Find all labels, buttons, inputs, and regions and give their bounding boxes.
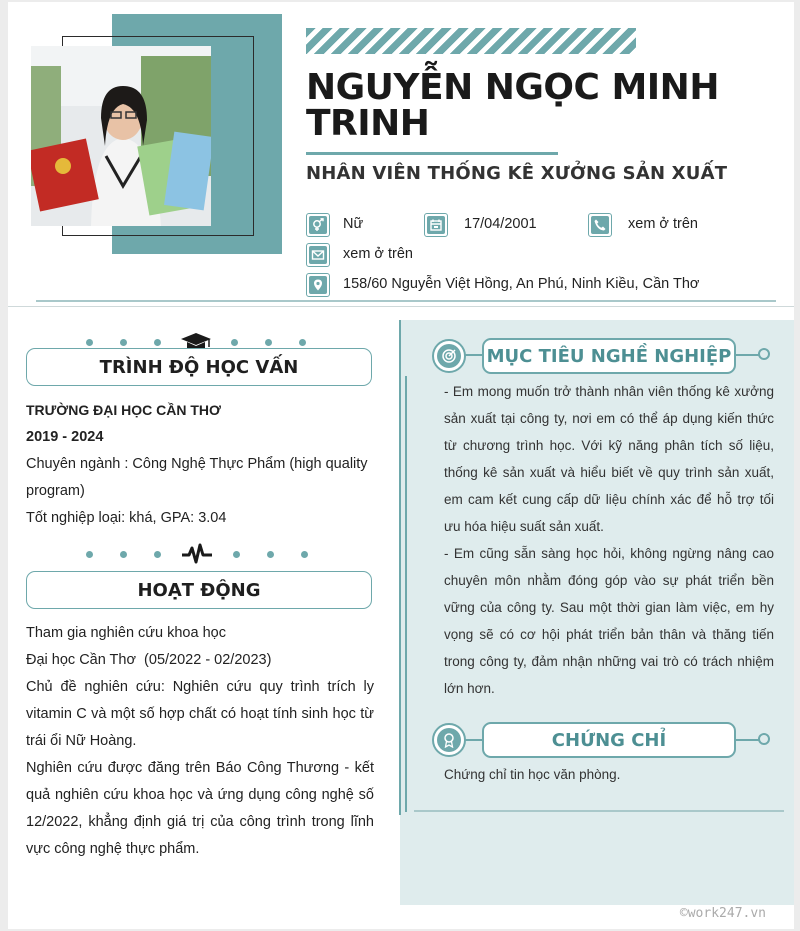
certificates-heading-end: [758, 733, 770, 745]
activity-line: Đại học Cần Thơ (05/2022 - 02/2023): [26, 652, 272, 668]
phone-value: xem ở trên: [628, 216, 698, 232]
watermark: ©work247.vn: [679, 906, 766, 921]
location-icon: [306, 273, 330, 297]
activity-line: Nghiên cứu được đăng trên Báo Công Thương - kết quả nghiên cứu khoa học và ứng dụng công nghệ số 12/2022, khẳng định giá trị của công trình trong lĩnh vực công nghệ thực phẩm.: [26, 760, 374, 857]
right-panel-rule: [414, 810, 784, 812]
target-icon: [432, 339, 466, 373]
objective-heading-end: [758, 348, 770, 360]
objective-paragraph: - Em mong muốn trở thành nhân viên thống kê xưởng sản xuất tại công ty, nơi em có thể áp dụng kiến thức từ chương trình học. Với kỹ năng phân tích số liệu, thống kê sản xuất và hiểu biết về quy trình sản xuất, em cam kết cung cấp dữ liệu chính xác để hỗ trợ tối ưu hóa hiệu suất sản xuất.: [444, 384, 774, 534]
header-divider-light: [8, 306, 794, 307]
activity-line: Chủ đề nghiên cứu: Nghiên cứu quy trình trích ly vitamin C và một số hợp chất có hoạt tính sinh học từ trái ổi Nữ Hoàng.: [26, 679, 374, 749]
activity-line: Tham gia nghiên cứu khoa học: [26, 625, 226, 641]
phone-icon: [588, 213, 612, 237]
objective-paragraph: - Em cũng sẵn sàng học hỏi, không ngừng nâng cao chuyên môn nhằm đóng góp vào sự phát triển bền vững của công ty. Sau một thời gian làm việc, em hy vọng sẽ có cơ hội phát triển bản thân và thăng tiến trong công ty, đảm nhận những vai trò có trách nhiệm lớn hơn.: [444, 546, 774, 696]
activities-heading: HOẠT ĐỘNG: [26, 571, 372, 609]
section-divider-dots: [86, 542, 308, 566]
gender-icon: [306, 213, 330, 237]
objective-content: [444, 378, 774, 702]
address-value: 158/60 Nguyễn Việt Hồng, An Phú, Ninh Kiều, Cần Thơ: [343, 276, 700, 292]
email-icon: [306, 243, 330, 267]
education-graduation: Tốt nghiệp loại: khá, GPA: 3.04: [26, 510, 227, 526]
activities-content: [26, 620, 374, 863]
education-heading: TRÌNH ĐỘ HỌC VẤN: [26, 348, 372, 386]
cv-page: [8, 2, 794, 929]
certificate-item: Chứng chỉ tin học văn phòng.: [444, 767, 621, 782]
email-value: xem ở trên: [343, 246, 413, 262]
header-divider: [36, 300, 776, 302]
column-divider: [399, 320, 401, 815]
avatar-photo: [31, 46, 211, 226]
right-timeline-line: [405, 376, 407, 812]
award-icon: [432, 723, 466, 757]
education-major: Chuyên ngành : Công Nghệ Thực Phẩm (high quality program): [26, 456, 368, 499]
certificates-heading: CHỨNG CHỈ: [482, 722, 736, 758]
education-years: 2019 - 2024: [26, 429, 104, 445]
school-name: TRƯỜNG ĐẠI HỌC CẦN THƠ: [26, 402, 221, 418]
candidate-name: NGUYỄN NGỌC MINH TRINH: [306, 67, 719, 144]
pulse-icon: [181, 542, 213, 566]
calendar-icon: [424, 213, 448, 237]
job-title: NHÂN VIÊN THỐNG KÊ XƯỞNG SẢN XUẤT: [306, 163, 728, 184]
objective-heading: MỤC TIÊU NGHỀ NGHIỆP: [482, 338, 736, 374]
striped-decoration: [306, 28, 636, 54]
gender-value: Nữ: [343, 216, 364, 232]
birthdate-value: 17/04/2001: [464, 216, 537, 232]
name-underline: [306, 152, 558, 155]
education-content: [26, 397, 374, 532]
